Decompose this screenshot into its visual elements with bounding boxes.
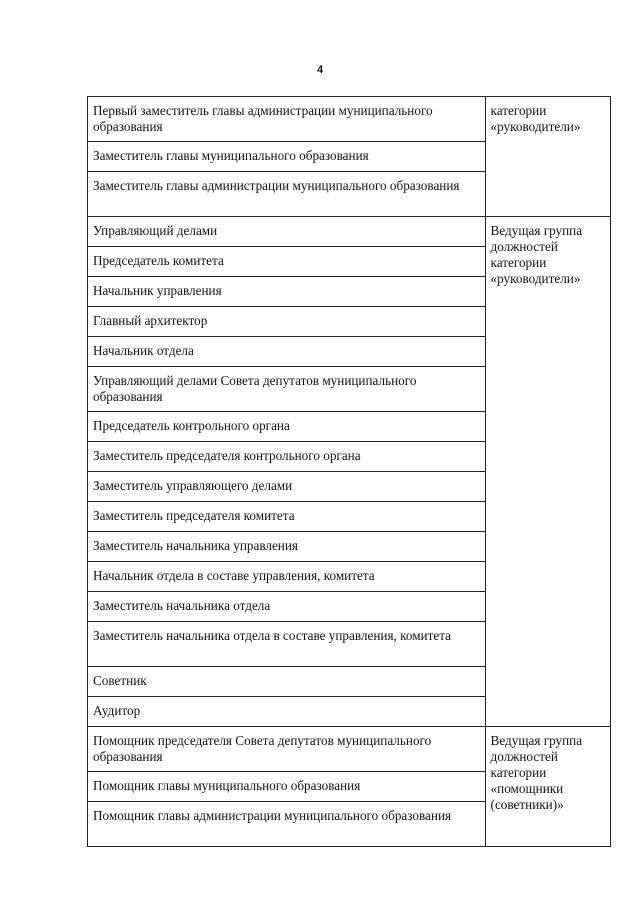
- position-cell: Начальник отдела: [88, 337, 486, 367]
- position-cell: Помощник председателя Совета депутатов муниципального образования: [88, 727, 486, 772]
- group-category-cell: [485, 97, 610, 217]
- position-cell: Первый заместитель главы администрации муниципального образования: [88, 97, 486, 142]
- position-cell: Управляющий делами: [88, 217, 486, 247]
- position-cell: Председатель комитета: [88, 247, 486, 277]
- group-category-cell: [485, 217, 610, 727]
- page-number: 4: [316, 64, 324, 76]
- position-cell: Главный архитектор: [88, 307, 486, 337]
- table-row: [88, 97, 611, 142]
- position-cell: Заместитель начальника управления: [88, 532, 486, 562]
- position-cell: Заместитель председателя контрольного органа: [88, 442, 486, 472]
- position-cell: Помощник главы муниципального образования: [88, 772, 486, 802]
- position-cell: Председатель контрольного органа: [88, 412, 486, 442]
- position-cell: Заместитель председателя комитета: [88, 502, 486, 532]
- position-cell: Заместитель начальника отдела в составе управления, комитета: [88, 622, 486, 667]
- table-row: [88, 727, 611, 772]
- group-category-label: Ведущая группа должностей категории «помощники (советники)»: [490, 733, 583, 812]
- positions-table: [87, 96, 611, 847]
- position-cell: Начальник отдела в составе управления, комитета: [88, 562, 486, 592]
- position-cell: Заместитель начальника отдела: [88, 592, 486, 622]
- group-category-label: Ведущая группа должностей категории «руководители»: [490, 223, 583, 286]
- group-category-cell: [485, 727, 610, 847]
- position-cell: Помощник главы администрации муниципального образования: [88, 802, 486, 847]
- position-cell: Заместитель управляющего делами: [88, 472, 486, 502]
- position-cell: Советник: [88, 667, 486, 697]
- position-cell: Аудитор: [88, 697, 486, 727]
- table-row: [88, 217, 611, 247]
- position-cell: Управляющий делами Совета депутатов муниципального образования: [88, 367, 486, 412]
- group-category-label: категории «руководители»: [490, 103, 581, 134]
- position-cell: Начальник управления: [88, 277, 486, 307]
- position-cell: Заместитель главы муниципального образования: [88, 142, 486, 172]
- position-cell: Заместитель главы администрации муниципального образования: [88, 172, 486, 217]
